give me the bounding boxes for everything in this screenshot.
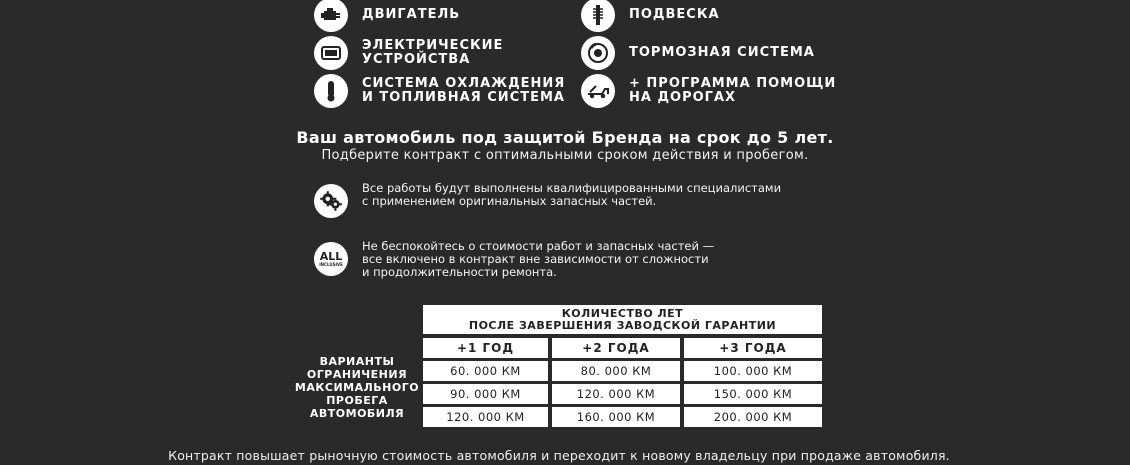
year-column-header: +3 ГОДА: [684, 338, 822, 358]
feature-label: ДВИГАТЕЛЬ: [362, 7, 461, 22]
table-cell: 80. 000 КМ: [552, 361, 680, 381]
brake-disc-icon: [581, 36, 615, 70]
feature-label: + ПРОГРАММА ПОМОЩИ НА ДОРОГАХ: [629, 76, 837, 105]
year-column-header: +2 ГОДА: [552, 338, 680, 358]
feature-engine: [314, 0, 460, 32]
feature-label: ПОДВЕСКА: [629, 7, 720, 22]
table-cell: 120. 000 КМ: [552, 384, 680, 404]
feature-roadside: [581, 74, 836, 108]
table-header: КОЛИЧЕСТВО ЛЕТ ПОСЛЕ ЗАВЕРШЕНИЯ ЗАВОДСКОЙ ГАРАНТИИ: [423, 305, 822, 334]
benefit-all-inclusive: [314, 239, 715, 279]
headline-subtitle: Подберите контракт с оптимальными сроком действия и пробегом.: [321, 148, 809, 163]
headline-title: Ваш автомобиль под защитой Бренда на срок до 5 лет.: [296, 128, 834, 147]
mileage-row-label: ВАРИАНТЫ ОГРАНИЧЕНИЯ МАКСИМАЛЬНОГО ПРОБЕГА АВТОМОБИЛЯ: [294, 355, 420, 420]
feature-suspension: [581, 0, 720, 32]
table-cell: 90. 000 КМ: [423, 384, 548, 404]
electrical-device-icon: [314, 36, 348, 70]
engine-icon: [314, 0, 348, 32]
shock-absorber-icon: [581, 0, 615, 32]
feature-cooling: [314, 74, 565, 108]
feature-label: ЭЛЕКТРИЧЕСКИЕ УСТРОЙСТВА: [362, 38, 504, 67]
feature-label: СИСТЕМА ОХЛАЖДЕНИЯ И ТОПЛИВНАЯ СИСТЕМА: [362, 76, 566, 105]
gears-icon: [314, 184, 348, 218]
benefit-specialists: [314, 181, 782, 218]
feature-brakes: [581, 36, 815, 70]
table-cell: 60. 000 КМ: [423, 361, 548, 381]
tow-truck-icon: [581, 74, 615, 108]
table-cell: 200. 000 КМ: [684, 407, 822, 427]
all-inclusive-icon: ALL INCLUSIVE: [314, 242, 348, 276]
benefit-text: Все работы будут выполнены квалифицированными специалистами с применением оригинальных запасных частей.: [362, 181, 782, 208]
feature-electrics: [314, 36, 503, 70]
table-cell: 160. 000 КМ: [552, 407, 680, 427]
feature-label: ТОРМОЗНАЯ СИСТЕМА: [629, 45, 815, 60]
footer-note: Контракт повышает рыночную стоимость автомобиля и переходит к новому владельцу при продаже автомобиля.: [168, 448, 950, 463]
year-column-header: +1 ГОД: [423, 338, 548, 358]
table-cell: 100. 000 КМ: [684, 361, 822, 381]
table-cell: 150. 000 КМ: [684, 384, 822, 404]
table-cell: 120. 000 КМ: [423, 407, 548, 427]
cooling-fuel-icon: [314, 74, 348, 108]
benefit-text: Не беспокойтесь о стоимости работ и запасных частей — все включено в контракт вне зависимости от сложности и продолжительности ремонта.: [362, 239, 715, 279]
